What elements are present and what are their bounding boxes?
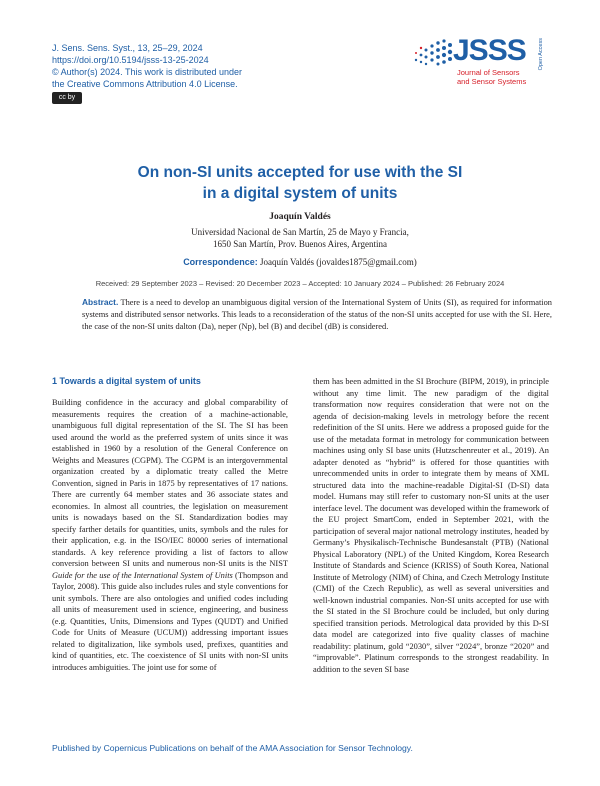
affiliation bbox=[0, 226, 600, 250]
abstract-text: There is a need to develop an unambiguous digital version of the International System of Units (SI), as required for information systems and distributed sensor networks. This leads to a reconsideration of the status of the non-SI units accepted for use with the SI. Here, the case of the non-SI units dalton (Da), neper (Np), bel (B) and decibel (dB) is considered. bbox=[82, 298, 552, 331]
abstract bbox=[82, 297, 552, 332]
journal-citation: J. Sens. Sens. Syst., 13, 25–29, 2024 bbox=[52, 43, 203, 53]
logo-dots-icon bbox=[410, 38, 456, 66]
author-name: Joaquín Valdés bbox=[269, 212, 331, 222]
publication-dates: Received: 29 September 2023 – Revised: 20 December 2023 – Accepted: 10 January 2024 – Published: 26 February 2024 bbox=[95, 279, 505, 288]
logo-name-line2: and Sensor Systems bbox=[457, 77, 527, 86]
column-left-text-a: Building confidence in the accuracy and global comparability of measurements requires the creation of a machine-actionable, unambiguous full digital representation of the SI. The SI has been used around the world as the preferred system of units since it was established in 1960 by a resolution of the General Conference on Weights and Measures (CGPM). The CGPM is an intergovernmental organization created by a diplomatic treaty called the Metre Convention, signed in Paris in 1875 by representatives of 17 nations. There are currently 64 member states and 36 associate states and economies. In almost all countries, the legislation on measurement units is nowadays based on the SI. Standardization bodies may specify farther details for quantities, units, symbols and the rules for their application, e.g. in the ISO/IEC 80000 series of international standards. A key reference providing a list of factors to allow conversion between SI units and numerous non-SI units is the NIST bbox=[52, 398, 288, 568]
citation-block bbox=[52, 42, 242, 90]
license-link[interactable]: the Creative Commons Attribution 4.0 License. bbox=[52, 79, 238, 89]
column-left-text-b: (Thompson and Taylor, 2008). This guide also includes rules and style conventions for unit symbols. There are also ontologies and unified codes including all units of measurement used in science, engineering, and business (e.g. Quantities, Units, Dimensions and Types (QUDT) and Unified Code for Units of Measure (UCUM)) addressing important issues related to digitalization, like symbols used, prefixes, quantities and kind of quantities, etc. The coexistence of SI units with non-SI units introduces ambiguities. The joint use for some of bbox=[52, 570, 288, 672]
title-line2: in a digital system of units bbox=[202, 185, 398, 202]
article-title bbox=[60, 162, 540, 204]
doi-link[interactable]: https://doi.org/10.5194/jsss-13-25-2024 bbox=[52, 55, 209, 65]
correspondence-label: Correspondence: bbox=[183, 257, 258, 267]
logo-name-line1: Journal of Sensors bbox=[457, 68, 520, 77]
copyright-line: © Author(s) 2024. This work is distributed under bbox=[52, 67, 243, 77]
open-access-label: Open Access bbox=[538, 38, 544, 71]
correspondence bbox=[0, 257, 600, 267]
journal-logo bbox=[410, 36, 555, 98]
logo-mark: JSSS bbox=[453, 34, 526, 67]
section-heading: 1 Towards a digital system of units bbox=[52, 376, 201, 386]
body-column-right: them has been admitted in the SI Brochure (BIPM, 2019), in principle without any time limit. The new paradigm of the digital transformation now requires consideration that were not on the agenda of decision-making levels in metrology before the recent redefinition of the SI units. Here we address a proposed guide for the use of the metadata format in metrology for communication between machines using only SI base units (Hutzschenreuter et al., 2019). An adapter denoted as “hybrid” is offered for those quantities with unrecommended units in order to integrate them by means of XML structured data into the machine-readable Digital-SI (D-SI) data model. Humans may still refer to customary non-SI units at the user interface level. The document was developed within the framework of the EU project SmartCom, ended in September 2021, with the participation of several major national metrology institutes, headed by Germany’s Physikalisch-Technische Bundesanstalt (PTB) (National Physical Laboratory (NPL) of the United Kingdom, Korea Research Institute of Standards and Science (KRISS) of South Korea, National Institute of Metrology (NIM) of China, and Czech Metrology Institute (CMI) of the Czech Republic), as well as several universities and well-known industrial companies. Non-SI units accepted for use with the SI stated in the SI Brochure could be included, but only during specified transition periods. Metrological data provided by this D-SI data model are categorized into five quality classes of machine readability: platinum, gold “2030”, silver “2024”, bronze “2020” and “improvable”. Platinum corresponds to the strongest readability. In addition to the seven SI base bbox=[313, 377, 549, 674]
publisher-footer: Published by Copernicus Publications on behalf of the AMA Association for Sensor Technology. bbox=[52, 743, 413, 753]
affiliation-line1: Universidad Nacional de San Martín, 25 de Mayo y Francia, bbox=[191, 227, 409, 237]
logo-journal-name bbox=[457, 68, 553, 86]
guide-title: Guide for the use of the International System of Units bbox=[52, 570, 233, 580]
abstract-label: Abstract. bbox=[82, 297, 119, 307]
cc-by-license-icon[interactable]: cc by bbox=[52, 92, 82, 104]
body-column-left bbox=[52, 397, 288, 673]
title-line1: On non-SI units accepted for use with the SI bbox=[137, 164, 463, 181]
correspondence-email[interactable]: Joaquín Valdés (jovaldes1875@gmail.com) bbox=[259, 257, 417, 267]
affiliation-line2: 1650 San Martín, Prov. Buenos Aires, Argentina bbox=[213, 239, 387, 249]
